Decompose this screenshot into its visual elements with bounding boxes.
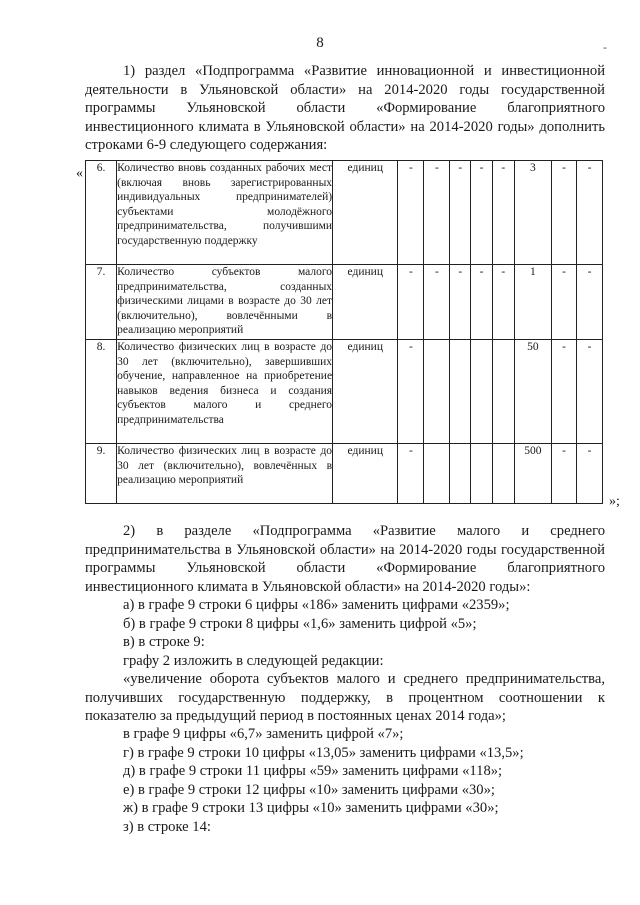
value-cell: -: [471, 161, 493, 265]
value-cell: -: [398, 265, 424, 340]
row-number: 7.: [86, 265, 117, 340]
value-cell: -: [424, 265, 450, 340]
indicator-name: Количество физических лиц в возрасте до 30 лет (включительно), вовлечённых в реализацию мероприятий: [117, 444, 333, 504]
value-cell: -: [576, 444, 602, 504]
value-cell: -: [492, 265, 514, 340]
row-number: 8.: [86, 340, 117, 444]
value-cell: [424, 340, 450, 444]
value-cell: 50: [514, 340, 551, 444]
corner-mark: -: [603, 40, 607, 54]
item-v-new-text: «увеличение оборота субъектов малого и среднего предпринимательства, получивших государственную поддержку, в процентном соотношении к показателю за предыдущий период в постоянных ценах 2014 года»;: [85, 671, 605, 724]
value-cell: -: [424, 161, 450, 265]
item-g: г) в графе 9 строки 10 цифры «13,05» заменить цифрами «13,5»;: [123, 745, 524, 761]
value-cell: -: [471, 265, 493, 340]
item-v-column-2: графу 2 изложить в следующей редакции:: [123, 653, 384, 669]
value-cell: [450, 340, 471, 444]
item-e: е) в графе 9 строки 12 цифры «10» заменить цифрами «30»;: [123, 782, 495, 798]
unit-cell: единиц: [333, 444, 398, 504]
amendment-table: [85, 160, 603, 504]
value-cell: -: [576, 265, 602, 340]
item-d: д) в графе 9 строки 11 цифры «59» заменить цифрами «118»;: [123, 763, 503, 779]
unit-cell: единиц: [333, 265, 398, 340]
value-cell: -: [492, 161, 514, 265]
value-cell: 3: [514, 161, 551, 265]
indicator-name: Количество субъектов малого предпринимательства, созданных физическими лицами в возрасте до 30 лет (включительно), вовлечёнными в реализацию мероприятий: [117, 265, 333, 340]
row-number: 9.: [86, 444, 117, 504]
closing-quote: »;: [609, 494, 620, 509]
row-number: 6.: [86, 161, 117, 265]
value-cell: -: [398, 340, 424, 444]
value-cell: [424, 444, 450, 504]
value-cell: -: [576, 340, 602, 444]
value-cell: [471, 340, 493, 444]
table-row: [86, 161, 603, 265]
item-zh: ж) в графе 9 строки 13 цифры «10» заменить цифрами «30»;: [123, 800, 499, 816]
item-v-column-9: в графе 9 цифры «6,7» заменить цифрой «7»;: [123, 726, 404, 742]
value-cell: 1: [514, 265, 551, 340]
value-cell: -: [450, 265, 471, 340]
page-number: 8: [316, 35, 324, 51]
value-cell: [492, 340, 514, 444]
unit-cell: единиц: [333, 340, 398, 444]
item-b: б) в графе 9 строки 8 цифры «1,6» заменить цифрой «5»;: [123, 616, 477, 632]
unit-cell: единиц: [333, 161, 398, 265]
table-row: [86, 265, 603, 340]
value-cell: -: [576, 161, 602, 265]
value-cell: -: [398, 161, 424, 265]
value-cell: 500: [514, 444, 551, 504]
value-cell: -: [552, 161, 577, 265]
value-cell: -: [398, 444, 424, 504]
indicator-name: Количество физических лиц в возрасте до 30 лет (включительно), завершивших обучение, направленное на приобретение навыков ведения бизнеса и создания субъектов малого и среднего предпринимательства: [117, 340, 333, 444]
section-2-paragraph: 2) в разделе «Подпрограмма «Развитие малого и среднего предпринимательства в Ульяновской области» на 2014-2020 годы государственной программы Ульяновской области «Формирование благоприятного инвестиционного климата в Ульяновской области» на 2014-2020 годы»:: [85, 523, 605, 595]
item-z: з) в строке 14:: [123, 819, 211, 835]
table-row: [86, 444, 603, 504]
intro-paragraph: 1) раздел «Подпрограмма «Развитие инновационной и инвестиционной деятельности в Ульяновской области» на 2014-2020 годы государственной программы Ульяновской области «Формирование благоприятного инвестиционного климата в Ульяновской области» на 2014-2020 годы» дополнить строками 6-9 следующего содержания:: [85, 63, 605, 153]
value-cell: -: [552, 444, 577, 504]
item-a: а) в графе 9 строки 6 цифры «186» заменить цифрами «2359»;: [123, 597, 510, 613]
value-cell: [471, 444, 493, 504]
value-cell: -: [552, 265, 577, 340]
table-row: [86, 340, 603, 444]
value-cell: [450, 444, 471, 504]
opening-quote: «: [76, 166, 83, 181]
value-cell: -: [552, 340, 577, 444]
indicator-name: Количество вновь созданных рабочих мест (включая вновь зарегистрированных индивидуальных предпринимателей) субъектами молодёжного предпринимательства, получившими государственную поддержку: [117, 161, 333, 265]
item-v: в) в строке 9:: [123, 634, 205, 650]
value-cell: -: [450, 161, 471, 265]
value-cell: [492, 444, 514, 504]
